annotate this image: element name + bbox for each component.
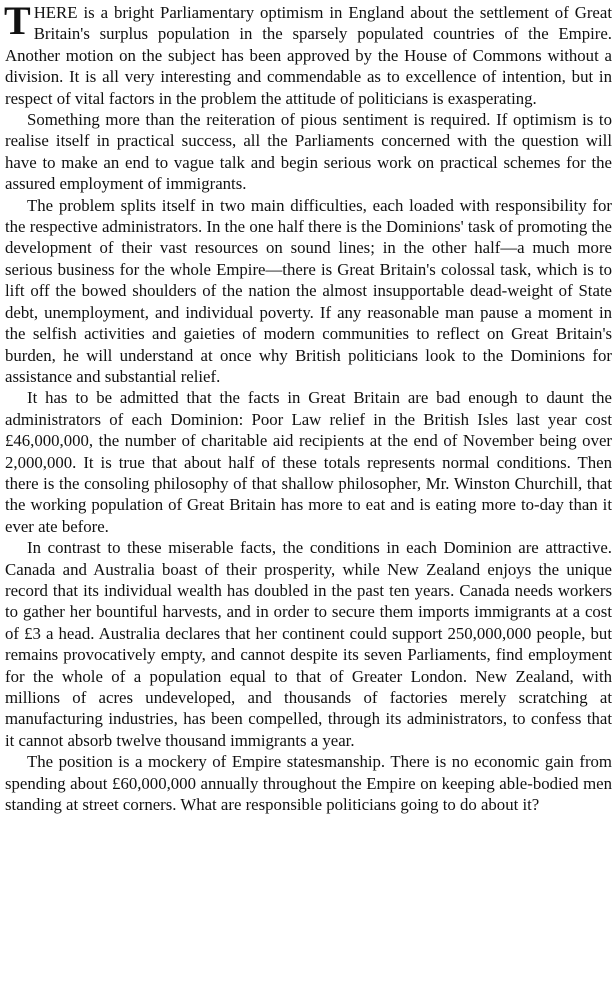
article-paragraph-4: It has to be admitted that the facts in Great Britain are bad enough to daunt the administrators of each Dominion: Poor Law relief in the British Isles last year cost £46,000,000, the number of charitable aid recipients at the end of November being over 2,000,000. It is true that about half of these totals represents normal conditions. Then there is the consoling philosophy of that shallow philosopher, Mr. Winston Churchill, that the working population of Great Britain has more to eat and is eating more to-day than it ever ate before. <box>5 388 612 536</box>
paragraph-text: HERE is a bright Parliamentary optimism in England about the settlement of Great Britain's surplus population in the sparsely populated countries of the Empire. Another motion on the subject has been approved by the House of Commons without a division. It is all very interesting and commendable as to excellence of intention, but in respect of vital factors in the problem the attitude of politicians is exasperating. <box>5 3 612 108</box>
article-paragraph-6: The position is a mockery of Empire statesmanship. There is no economic gain from spending about £60,000,000 annually throughout the Empire on keeping able-bodied men standing at street corners. What are responsible politicians going to do about it? <box>5 752 612 815</box>
drop-cap: T <box>4 0 31 43</box>
article-paragraph-3: The problem splits itself in two main difficulties, each loaded with responsibility for the respective administrators. In the one half there is the Dominions' task of promoting the development of their vast resources on sound lines; in the other half—a much more serious business for the whole Empire—there is Great Britain's colossal task, which is to lift off the bowed shoulders of the nation the almost insupportable dead-weight of State debt, unemployment, and individual poverty. If any reasonable man pause a moment in the selfish activities and gaieties of modern communities to reflect on Great Britain's burden, he will understand at once why British politicians look to the Dominions for assistance and substantial relief. <box>5 195 612 386</box>
article-paragraph-2: Something more than the reiteration of pious sentiment is required. If optimism is to realise itself in practical success, all the Parliaments concerned with the question will have to make an end to vague talk and begin serious work on practical schemes for the assured employment of immigrants. <box>5 110 612 194</box>
article-paragraph-1 <box>5 2 612 109</box>
article-paragraph-5: In contrast to these miserable facts, the conditions in each Dominion are attractive. Canada and Australia boast of their prosperity, while New Zealand enjoys the unique record that its individual wealth has doubled in the past ten years. Canada needs workers to gather her bountiful harvests, and in order to secure them imports immigrants at a cost of £3 a head. Australia declares that her continent could support 250,000,000 people, but remains provocatively empty, and cannot despite its seven Parliaments, find employment for the whole of a population equal to that of Greater London. New Zealand, with millions of acres undeveloped, and thousands of factories merely scratching at manufacturing industries, has been compelled, through its administrators, to confess that it cannot absorb twelve thousand immigrants a year. <box>5 538 612 750</box>
